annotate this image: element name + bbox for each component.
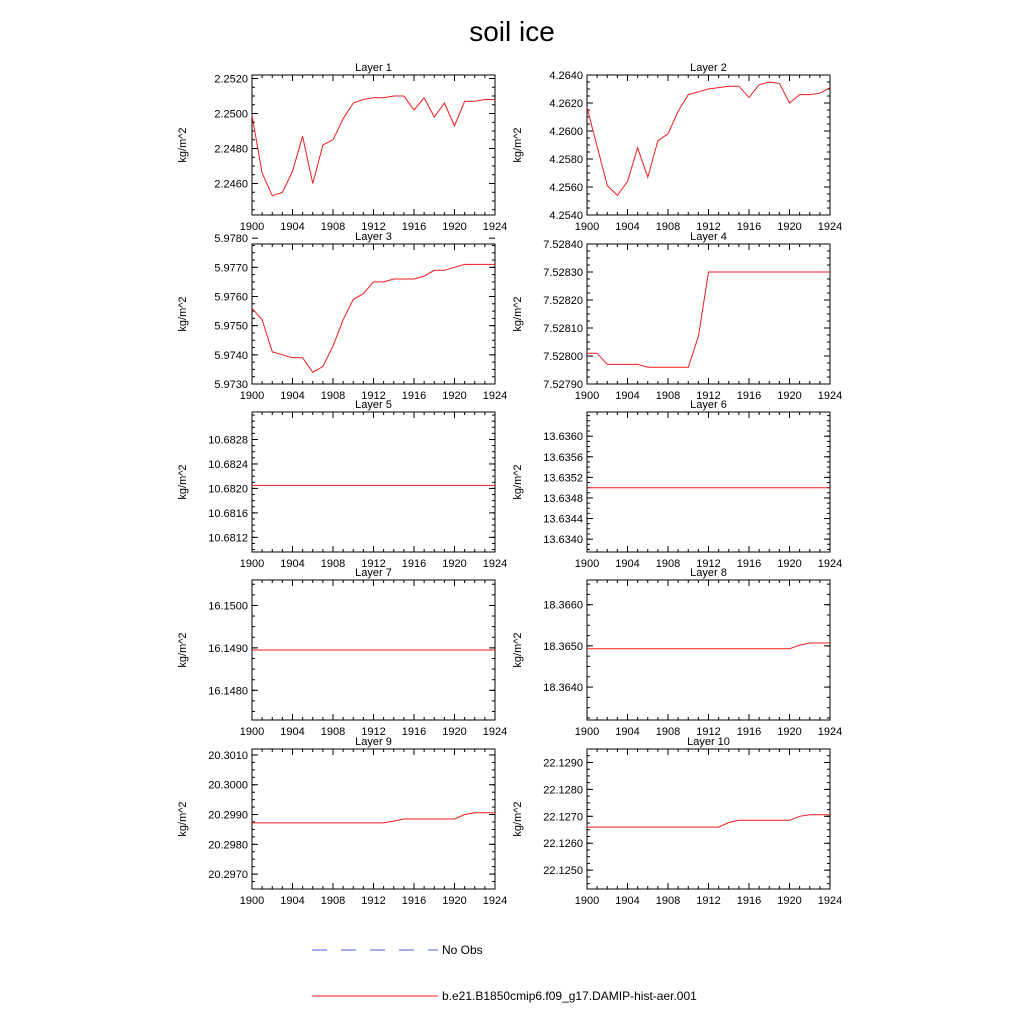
panel-title: Layer 8	[690, 567, 727, 579]
page-title: soil ice	[469, 16, 555, 47]
x-tick-label: 1904	[280, 726, 305, 738]
chart-panel	[177, 567, 507, 738]
x-tick-label: 1924	[817, 558, 843, 570]
y-axis-label: kg/m^2	[177, 801, 189, 837]
chart-panel	[512, 567, 842, 738]
x-tick-label: 1908	[320, 221, 346, 233]
x-tick-label: 1912	[696, 390, 721, 402]
y-tick-label: 10.6816	[208, 507, 248, 520]
y-tick-label: 13.6360	[543, 431, 583, 444]
y-axis-label: kg/m^2	[177, 464, 189, 500]
y-tick-label: 2.2480	[214, 143, 248, 156]
x-tick-label: 1924	[482, 895, 508, 907]
x-tick-label: 1912	[361, 895, 386, 907]
y-tick-label: 13.6348	[543, 492, 583, 505]
y-axis-label: kg/m^2	[177, 632, 189, 668]
panel-title: Layer 7	[355, 567, 392, 579]
x-tick-label: 1912	[696, 895, 721, 907]
y-axis-label: kg/m^2	[512, 632, 524, 668]
x-tick-label: 1904	[615, 558, 640, 570]
x-tick-label: 1916	[401, 221, 427, 233]
plot-frame	[252, 412, 495, 552]
plot-frame	[587, 412, 830, 552]
legend-label-no-obs: No Obs	[442, 943, 483, 957]
y-tick-label: 10.6828	[208, 434, 248, 447]
y-tick-label: 7.52790	[543, 379, 583, 391]
y-tick-label: 22.1280	[543, 784, 583, 797]
x-tick-label: 1920	[442, 558, 467, 570]
series-line	[252, 96, 495, 196]
series-line	[587, 272, 830, 367]
x-tick-label: 1908	[320, 390, 346, 402]
y-tick-label: 16.1500	[208, 600, 248, 613]
x-tick-label: 1904	[280, 221, 305, 233]
y-axis-label: kg/m^2	[177, 296, 189, 332]
y-tick-label: 7.52820	[543, 295, 583, 307]
y-tick-label: 13.6344	[543, 513, 583, 526]
x-tick-label: 1916	[736, 221, 762, 233]
y-tick-label: 5.9750	[214, 320, 248, 333]
x-tick-label: 1924	[482, 390, 508, 402]
x-tick-label: 1924	[817, 895, 843, 907]
x-tick-label: 1900	[239, 558, 265, 570]
series-line	[587, 643, 830, 649]
x-tick-label: 1920	[777, 558, 802, 570]
x-tick-label: 1908	[320, 895, 346, 907]
y-tick-label: 4.2580	[549, 154, 583, 166]
x-tick-label: 1908	[655, 390, 681, 402]
plot-frame	[587, 580, 830, 720]
y-axis-label: kg/m^2	[512, 464, 524, 500]
x-tick-label: 1916	[736, 558, 762, 570]
x-tick-label: 1924	[817, 390, 843, 402]
x-tick-label: 1924	[482, 726, 508, 738]
plot-frame	[587, 244, 830, 384]
y-tick-label: 20.2970	[208, 869, 248, 882]
x-tick-label: 1916	[736, 895, 762, 907]
panel-title: Layer 1	[355, 62, 392, 74]
series-line	[252, 813, 495, 823]
y-tick-label: 22.1270	[543, 811, 583, 824]
x-tick-label: 1912	[696, 558, 721, 570]
x-tick-label: 1920	[777, 390, 802, 402]
series-line	[587, 815, 830, 827]
chart-panel	[177, 62, 507, 233]
x-tick-label: 1912	[361, 390, 386, 402]
y-tick-label: 16.1480	[208, 685, 248, 698]
x-tick-label: 1912	[696, 726, 721, 738]
y-axis-label: kg/m^2	[512, 127, 524, 163]
x-tick-label: 1916	[401, 390, 427, 402]
x-tick-label: 1904	[615, 726, 640, 738]
x-tick-label: 1912	[361, 726, 386, 738]
y-tick-label: 5.9780	[214, 233, 248, 246]
y-tick-label: 22.1260	[543, 838, 583, 851]
x-tick-label: 1920	[442, 726, 467, 738]
chart-panel	[177, 736, 507, 907]
y-tick-label: 18.3660	[543, 599, 583, 612]
x-tick-label: 1908	[655, 221, 681, 233]
x-tick-label: 1908	[655, 558, 681, 570]
x-tick-label: 1908	[655, 895, 681, 907]
x-tick-label: 1924	[817, 221, 843, 233]
x-tick-label: 1908	[320, 726, 346, 738]
y-axis-label: kg/m^2	[512, 296, 524, 332]
x-tick-label: 1920	[777, 895, 802, 907]
x-tick-label: 1912	[361, 221, 386, 233]
x-tick-label: 1916	[736, 726, 762, 738]
x-tick-label: 1900	[239, 726, 265, 738]
y-tick-label: 2.2520	[214, 73, 248, 86]
y-tick-label: 5.9730	[214, 379, 248, 391]
y-tick-label: 20.2980	[208, 839, 248, 852]
x-tick-label: 1900	[574, 558, 600, 570]
x-tick-label: 1916	[401, 726, 427, 738]
panel-title: Layer 2	[690, 62, 727, 74]
x-tick-label: 1900	[574, 221, 600, 233]
x-tick-label: 1904	[280, 390, 305, 402]
x-tick-label: 1920	[777, 221, 802, 233]
y-tick-label: 22.1290	[543, 757, 583, 770]
x-tick-label: 1920	[442, 390, 467, 402]
chart-panel	[177, 399, 507, 570]
y-tick-label: 5.9760	[214, 291, 248, 304]
x-tick-label: 1916	[401, 558, 427, 570]
y-tick-label: 20.2990	[208, 809, 248, 822]
x-tick-label: 1924	[817, 726, 843, 738]
y-tick-label: 2.2460	[214, 178, 248, 191]
x-tick-label: 1904	[615, 390, 640, 402]
y-tick-label: 20.3010	[208, 749, 248, 762]
y-tick-label: 5.9740	[214, 349, 248, 362]
y-tick-label: 5.9770	[214, 262, 248, 275]
x-tick-label: 1904	[280, 895, 305, 907]
x-tick-label: 1900	[239, 895, 265, 907]
x-tick-label: 1904	[615, 221, 640, 233]
chart-panel	[512, 62, 842, 233]
y-tick-label: 18.3650	[543, 640, 583, 653]
x-tick-label: 1900	[574, 895, 600, 907]
panel-title: Layer 10	[687, 736, 730, 748]
x-tick-label: 1924	[482, 558, 508, 570]
x-tick-label: 1900	[574, 390, 600, 402]
y-axis-label: kg/m^2	[512, 801, 524, 837]
chart-panel	[512, 399, 842, 570]
y-tick-label: 10.6824	[208, 458, 248, 471]
y-tick-label: 7.52800	[543, 351, 583, 363]
x-tick-label: 1900	[574, 726, 600, 738]
series-line	[587, 82, 830, 195]
chart-panel	[512, 736, 842, 907]
y-tick-label: 16.1490	[208, 642, 248, 655]
y-tick-label: 13.6352	[543, 472, 583, 485]
y-tick-label: 10.6812	[208, 532, 248, 545]
panel-title: Layer 3	[355, 231, 392, 243]
chart-panel	[512, 231, 842, 402]
x-tick-label: 1916	[736, 390, 762, 402]
x-tick-label: 1900	[239, 221, 265, 233]
panel-title: Layer 9	[355, 736, 392, 748]
legend-label-model: b.e21.B1850cmip6.f09_g17.DAMIP-hist-aer.001	[442, 989, 697, 1003]
y-axis-label: kg/m^2	[177, 127, 189, 163]
x-tick-label: 1920	[777, 726, 802, 738]
plot-frame	[252, 749, 495, 889]
y-tick-label: 7.52840	[543, 239, 583, 251]
x-tick-label: 1916	[401, 895, 427, 907]
x-tick-label: 1920	[442, 221, 467, 233]
y-tick-label: 4.2540	[549, 210, 583, 222]
panel-title: Layer 4	[690, 231, 727, 243]
plot-frame	[252, 75, 495, 215]
x-tick-label: 1908	[320, 558, 346, 570]
y-tick-label: 22.1250	[543, 865, 583, 878]
x-tick-label: 1904	[615, 895, 640, 907]
y-tick-label: 13.6356	[543, 451, 583, 464]
y-tick-label: 2.2500	[214, 108, 248, 121]
panel-title: Layer 5	[355, 399, 392, 411]
panel-title: Layer 6	[690, 399, 727, 411]
y-tick-label: 7.52810	[543, 323, 583, 335]
x-tick-label: 1920	[442, 895, 467, 907]
x-tick-label: 1912	[696, 221, 721, 233]
plot-frame	[587, 75, 830, 215]
y-tick-label: 4.2600	[549, 126, 583, 138]
x-tick-label: 1912	[361, 558, 386, 570]
plot-frame	[252, 244, 495, 384]
y-tick-label: 18.3640	[543, 682, 583, 695]
y-tick-label: 20.3000	[208, 779, 248, 792]
y-tick-label: 13.6340	[543, 534, 583, 547]
series-line	[252, 264, 495, 372]
x-tick-label: 1904	[280, 558, 305, 570]
chart-panel	[177, 231, 507, 402]
y-tick-label: 7.52830	[543, 267, 583, 279]
y-tick-label: 4.2620	[549, 98, 583, 110]
x-tick-label: 1900	[239, 390, 265, 402]
x-tick-label: 1908	[655, 726, 681, 738]
y-tick-label: 4.2640	[549, 70, 583, 82]
x-tick-label: 1924	[482, 221, 508, 233]
y-tick-label: 4.2560	[549, 182, 583, 194]
y-tick-label: 10.6820	[208, 483, 248, 496]
